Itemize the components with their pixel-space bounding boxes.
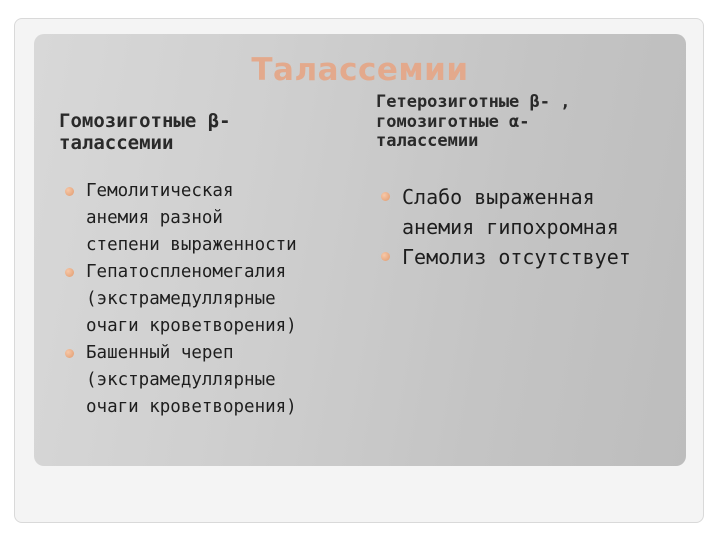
bullet-dot-icon [65, 349, 74, 358]
bullet-dot-icon [381, 192, 390, 201]
left-column-heading [59, 111, 339, 155]
item-line: Слабо выраженная [402, 185, 595, 209]
item-line: степени выраженности [86, 235, 297, 255]
heading-line: Гомозиготные β- [59, 110, 231, 132]
list-item [86, 259, 356, 340]
item-line: анемия разной [86, 208, 223, 228]
item-line: очаги кроветворения) [86, 397, 297, 417]
list-item [402, 182, 692, 242]
item-line: Гепатоспленомегалия [86, 262, 287, 282]
right-column-heading [376, 93, 676, 152]
item-line: Гемолитическая [86, 181, 234, 201]
item-line: очаги кроветворения) [86, 316, 297, 336]
heading-line: талассемии [59, 131, 174, 154]
item-line: (экстрамедуллярные [86, 370, 276, 390]
list-item [86, 178, 356, 259]
right-bullet-list [402, 182, 692, 272]
list-item [86, 340, 356, 421]
left-bullet-list [86, 178, 356, 421]
item-line: анемия гипохромная [402, 215, 619, 239]
item-line: Гемолиз отсутствует [402, 245, 631, 269]
slide-title: Талассемии [251, 52, 469, 88]
bullet-dot-icon [65, 187, 74, 196]
item-line: (экстрамедуллярные [86, 289, 276, 309]
heading-line: Гетерозиготные β- , [376, 92, 571, 112]
list-item [402, 242, 692, 272]
bullet-dot-icon [381, 252, 390, 261]
bullet-dot-icon [65, 268, 74, 277]
heading-line: талассемии [376, 131, 479, 152]
heading-line: гомозиготные α- [376, 111, 530, 132]
item-line: Башенный череп [86, 343, 234, 363]
